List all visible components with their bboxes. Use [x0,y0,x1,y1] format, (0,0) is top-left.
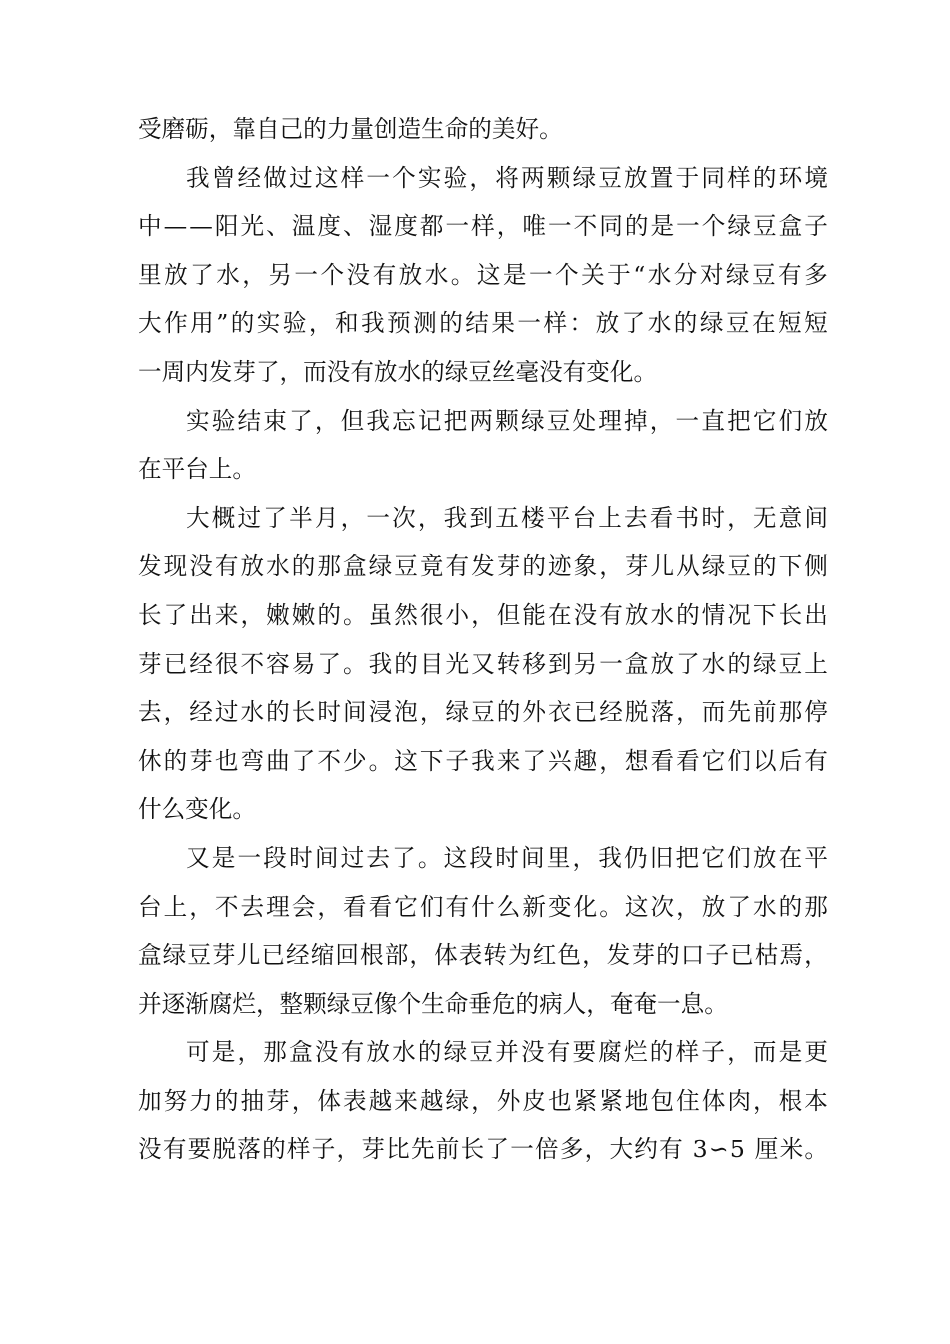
text-line: 休 的 芽 也 弯 曲 了 不 少 。 这 下 子 我 来 了 兴 趣 ， 想 看 看 它 们 以 后 有 [138,746,828,775]
text-line: 受磨砺，靠自己的力量创造生命的美好。 [138,115,563,143]
text-line: 芽 已 经 很 不 容 易 了 。 我 的 目 光 又 转 移 到 另 一 盒 放 了 水 的 绿 豆 上 [138,649,828,678]
text-line: 在平台上。 [138,455,256,484]
text-line: 一周内发芽了，而没有放水的绿豆丝毫没有变化。 [138,357,658,386]
text-line: 大 概 过 了 半 月 ， 一 次 ， 我 到 五 楼 平 台 上 去 看 书 时 ， 无 意 间 [186,503,828,532]
text-line: 我 曾 经 做 过 这 样 一 个 实 验 ， 将 两 颗 绿 豆 放 置 于 同 样 的 环 境 [186,163,828,192]
text-line: 可 是 ， 那 盒 没 有 放 水 的 绿 豆 并 没 有 要 腐 烂 的 样 子 ， 而 是 更 [186,1038,828,1067]
text-line: 里 放 了 水 ， 另 一 个 没 有 放 水 。 这 是 一 个 关 于 “ 水 分 对 绿 豆 有 多 [138,260,828,289]
text-line: 又 是 一 段 时 间 过 去 了 。 这 段 时 间 里 ， 我 仍 旧 把 它 们 放 在 平 [186,843,828,872]
text-line: 盒 绿 豆 芽 儿 已 经 缩 回 根 部 ， 体 表 转 为 红 色 ， 发 芽 的 口 子 已 枯 焉 ， [138,941,828,970]
text-line: 台 上 ， 不 去 理 会 ， 看 看 它 们 有 什 么 新 变 化 。 这 次 ， 放 了 水 的 那 [138,892,828,921]
text-line: 实 验 结 束 了 ， 但 我 忘 记 把 两 颗 绿 豆 处 理 掉 ， 一 直 把 它 们 放 [186,406,828,435]
text-line: 去 ， 经 过 水 的 长 时 间 浸 泡 ， 绿 豆 的 外 衣 已 经 脱 落 ， 而 先 前 那 停 [138,698,828,727]
text-line: 长 了 出 来 ， 嫩 嫩 的 。 虽 然 很 小 ， 但 能 在 没 有 放 水 的 情 况 下 长 出 [138,600,828,629]
text-line: 并逐渐腐烂，整颗绿豆像个生命垂危的病人，奄奄一息。 [138,989,728,1018]
text-line: 加 努 力 的 抽 芽 ， 体 表 越 来 越 绿 ， 外 皮 也 紧 紧 地 包 住 体 肉 ， 根 本 [138,1086,828,1115]
text-line: 发 现 没 有 放 水 的 那 盒 绿 豆 竟 有 发 芽 的 迹 象 ， 芽 儿 从 绿 豆 的 下 侧 [138,552,828,581]
text-line: 没 有 要 脱 落 的 样 子 ， 芽 比 先 前 长 了 一 倍 多 ， 大 约 有 3 ∽ 5 厘 米 。 [138,1135,828,1164]
text-line: 中 — — 阳 光 、 温 度 、 湿 度 都 一 样 ， 唯 一 不 同 的 是 一 个 绿 豆 盒 子 [138,212,828,241]
text-line: 什么变化。 [138,795,256,824]
text-line: 大 作 用 ” 的 实 验 ， 和 我 预 测 的 结 果 一 样 ： 放 了 水 的 绿 豆 在 短 短 [138,309,828,338]
document-body [138,105,828,1174]
